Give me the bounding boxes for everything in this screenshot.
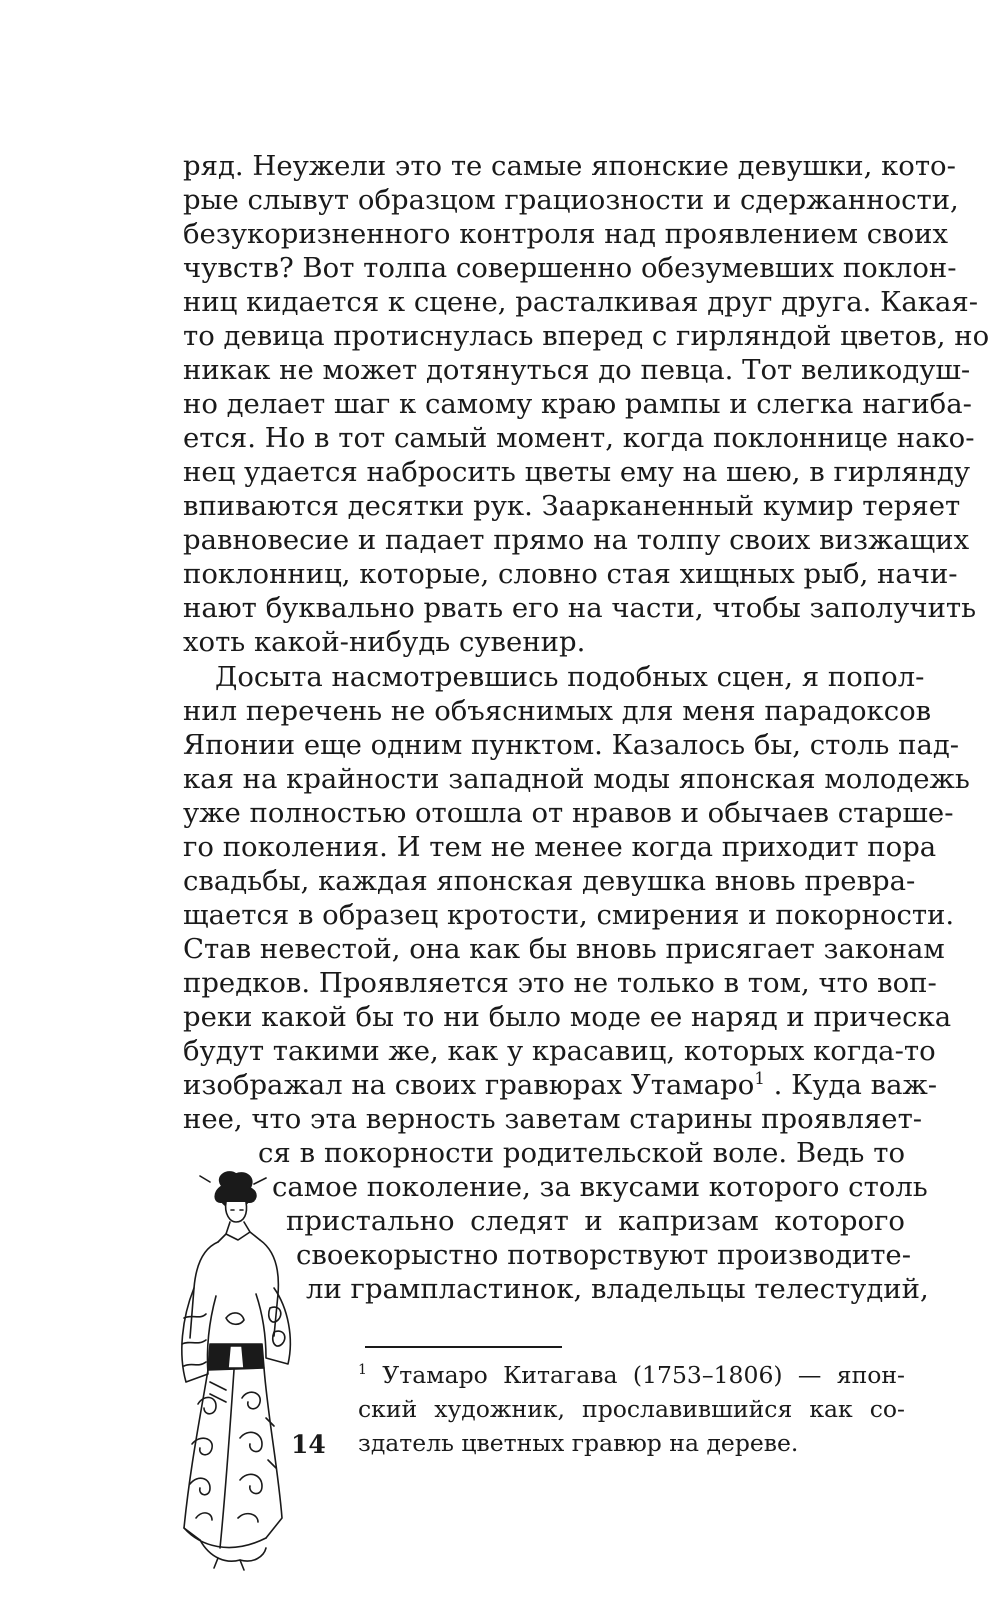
text-line: хоть какой-нибудь сувенир. — [183, 626, 586, 658]
text-line: равновесие и падает прямо на толпу своих визжащих — [183, 524, 970, 556]
text-line: щается в образец кротости, смирения и покорности. — [183, 899, 955, 931]
text-line: рые слывут образцом грациозности и сдержанности, — [183, 184, 959, 216]
text-line: Японии еще одним пунктом. Казалось бы, столь пад- — [183, 729, 960, 761]
text-line-with-footnote-ref — [183, 1068, 938, 1102]
text-line: ниц кидается к сцене, расталкивая друг друга. Какая- — [183, 286, 979, 318]
text-line: нее, что эта верность заветам старины проявляет- — [183, 1103, 923, 1135]
text-line: ли грампластинок, владельцы телестудий, — [306, 1273, 929, 1305]
text-line: уже полностью отошла от нравов и обычаев старше- — [183, 797, 954, 829]
text-line: ряд. Неужели это те самые японские девушки, кото- — [183, 150, 956, 182]
text-line: свадьбы, каждая японская девушка вновь превра- — [183, 865, 916, 897]
footnote-reference: 1 — [754, 1068, 765, 1088]
footnote-line — [358, 1360, 905, 1390]
footnote-divider — [365, 1346, 562, 1348]
text-line: реки какой бы то ни было моде ее наряд и прическа — [183, 1001, 952, 1033]
text-segment: изображал на своих гравюрах Утамаро — [183, 1069, 755, 1101]
text-line: предков. Проявляется это не только в том, что воп- — [183, 967, 937, 999]
text-line: ся в покорности родительской воле. Ведь то — [258, 1137, 905, 1169]
text-line: то девица протиснулась вперед с гирляндой цветов, но — [183, 320, 990, 352]
text-line: впиваются десятки рук. Заарканенный кумир теряет — [183, 490, 961, 522]
footnote-line: здатель цветных гравюр на дереве. — [358, 1429, 799, 1457]
text-line: нают буквально рвать его на части, чтобы заполучить — [183, 592, 977, 624]
paragraph-start-line: Досыта насмотревшись подобных сцен, я попол- — [215, 661, 925, 693]
text-line: чувств? Вот толпа совершенно обезумевших поклон- — [183, 252, 957, 284]
text-line: самое поколение, за вкусами которого столь — [272, 1171, 928, 1203]
text-line: пристально следят и капризам которого — [286, 1205, 905, 1237]
text-line: своекорыстно потворствуют производите- — [296, 1239, 912, 1271]
text-line: никак не может дотянуться до певца. Тот великодуш- — [183, 354, 971, 386]
text-line: безукоризненного контроля над проявлением своих — [183, 218, 949, 250]
text-line: будут такими же, как у красавиц, которых когда-то — [183, 1035, 936, 1067]
footnote-line: ский художник, прославившийся как со- — [358, 1395, 905, 1423]
text-line: го поколения. И тем не менее когда приходит пора — [183, 831, 937, 863]
text-line: поклонниц, которые, словно стая хищных рыб, начи- — [183, 558, 958, 590]
text-line: но делает шаг к самому краю рампы и слегка нагиба- — [183, 388, 972, 420]
text-line: Став невестой, она как бы вновь присягает законам — [183, 933, 945, 965]
text-segment: . Куда важ- — [764, 1069, 938, 1101]
page-number: 14 — [291, 1430, 326, 1459]
woodblock-print-woman-in-kimono-icon — [170, 1168, 300, 1573]
text-line: ется. Но в тот самый момент, когда поклоннице нако- — [183, 422, 975, 454]
text-line: кая на крайности западной моды японская молодежь — [183, 763, 970, 795]
footnote-marker: 1 — [358, 1362, 367, 1379]
text-line: нил перечень не объяснимых для меня парадоксов — [183, 695, 932, 727]
text-line: нец удается набросить цветы ему на шею, в гирлянду — [183, 456, 971, 488]
footnote-text: Утамаро Китагава (1753–1806) — япон- — [366, 1361, 905, 1389]
